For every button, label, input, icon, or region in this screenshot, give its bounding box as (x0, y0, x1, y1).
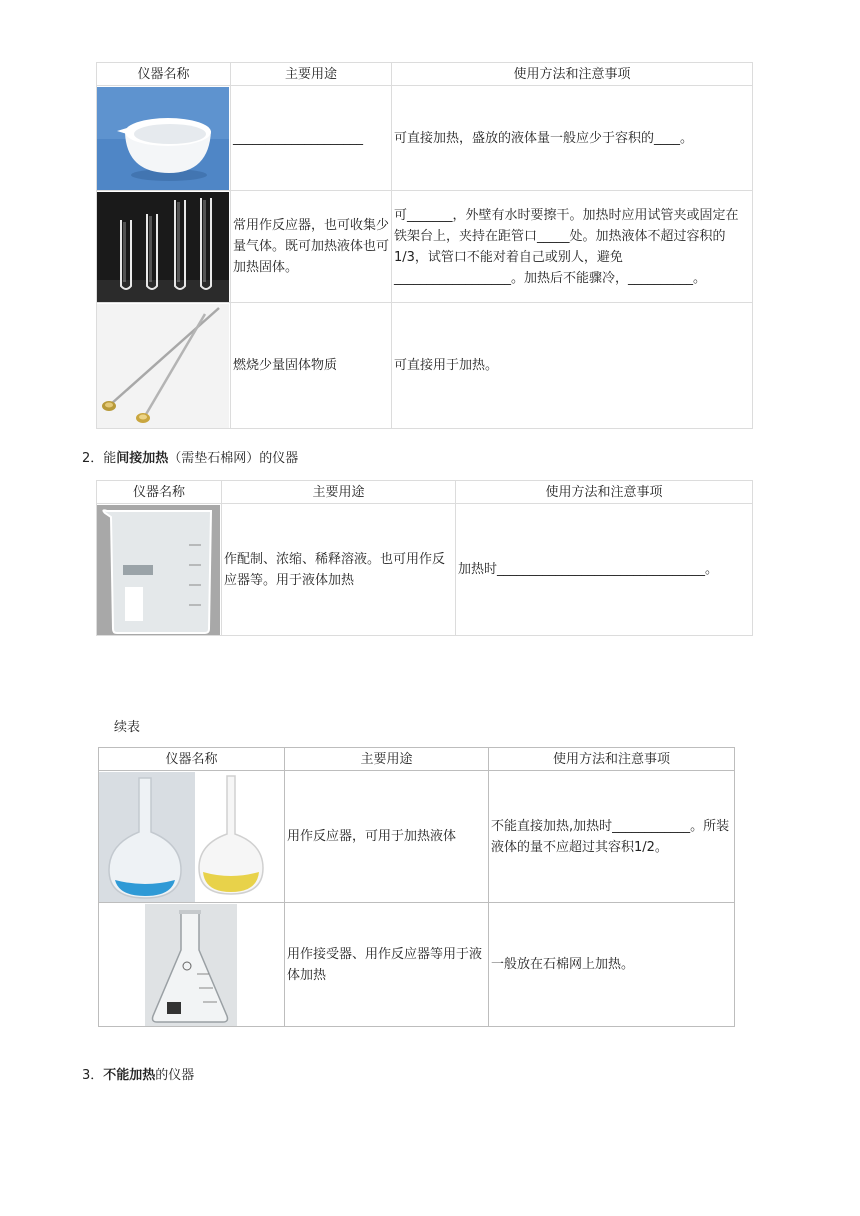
header-usage-notes: 使用方法和注意事项 (456, 481, 753, 504)
section-2-rest: （需垫石棉网）的仪器 (168, 451, 299, 466)
header-usage-notes: 使用方法和注意事项 (392, 63, 753, 86)
header-instrument-name: 仪器名称 (97, 63, 231, 86)
conical-flask-image (99, 903, 285, 1027)
table-row (97, 504, 753, 636)
round-bottom-flasks-image (99, 771, 285, 903)
table-header-row (99, 748, 735, 771)
table-header-row (97, 63, 753, 86)
beaker-notes: 加热时________________________________。 (456, 504, 753, 636)
instrument-table-continued (98, 747, 735, 1027)
header-main-use: 主要用途 (231, 63, 392, 86)
beaker-image (97, 504, 222, 636)
header-main-use: 主要用途 (222, 481, 456, 504)
test-tubes-image (97, 191, 231, 303)
round-flask-use: 用作反应器，可用于加热液体 (285, 771, 489, 903)
conical-flask-use: 用作接受器、用作反应器等用于液体加热 (285, 903, 489, 1027)
section-2-number: 2．能 (82, 451, 117, 466)
instrument-table-indirect-heating (96, 480, 753, 636)
table-header-row (97, 481, 753, 504)
header-instrument-name: 仪器名称 (97, 481, 222, 504)
section-3-heading (82, 1064, 194, 1083)
header-main-use: 主要用途 (285, 748, 489, 771)
section-2-heading (82, 447, 298, 466)
evaporating-dish-notes: 可直接加热，盛放的液体量一般应少于容积的____。 (392, 86, 753, 191)
header-usage-notes: 使用方法和注意事项 (489, 748, 735, 771)
table-row (99, 903, 735, 1027)
combustion-spoon-use: 燃烧少量固体物质 (231, 303, 392, 429)
table-row (97, 191, 753, 303)
test-tube-notes: 可_______，外壁有水时要擦干。加热时应用试管夹或固定在铁架台上，夹持在距管口_____处。加热液体不超过容积的1/3，试管口不能对着自己或别人，避免__________________。加热后不能骤冷，__________。 (392, 191, 753, 303)
table-row (97, 86, 753, 191)
evaporating-dish-image (97, 86, 231, 191)
evaporating-dish-use: ____________________ (231, 86, 392, 191)
section-2-bold: 间接加热 (116, 451, 169, 466)
header-instrument-name: 仪器名称 (99, 748, 285, 771)
combustion-spoon-notes: 可直接用于加热。 (392, 303, 753, 429)
instrument-table-direct-heating (96, 62, 753, 429)
beaker-use: 作配制、浓缩、稀释溶液。也可用作反应器等。用于液体加热 (222, 504, 456, 636)
combustion-spoon-image (97, 303, 231, 429)
test-tube-use: 常用作反应器，也可收集少量气体。既可加热液体也可加热固体。 (231, 191, 392, 303)
round-flask-notes: 不能直接加热,加热时____________。所装液体的量不应超过其容积1/2。 (489, 771, 735, 903)
section-3-rest: 的仪器 (155, 1068, 195, 1083)
table-row (97, 303, 753, 429)
continued-table-label: 续表 (114, 720, 141, 735)
conical-flask-notes: 一般放在石棉网上加热。 (489, 903, 735, 1027)
section-3-number: 3． (82, 1068, 104, 1083)
table-row (99, 771, 735, 903)
section-3-bold: 不能加热 (103, 1068, 156, 1083)
